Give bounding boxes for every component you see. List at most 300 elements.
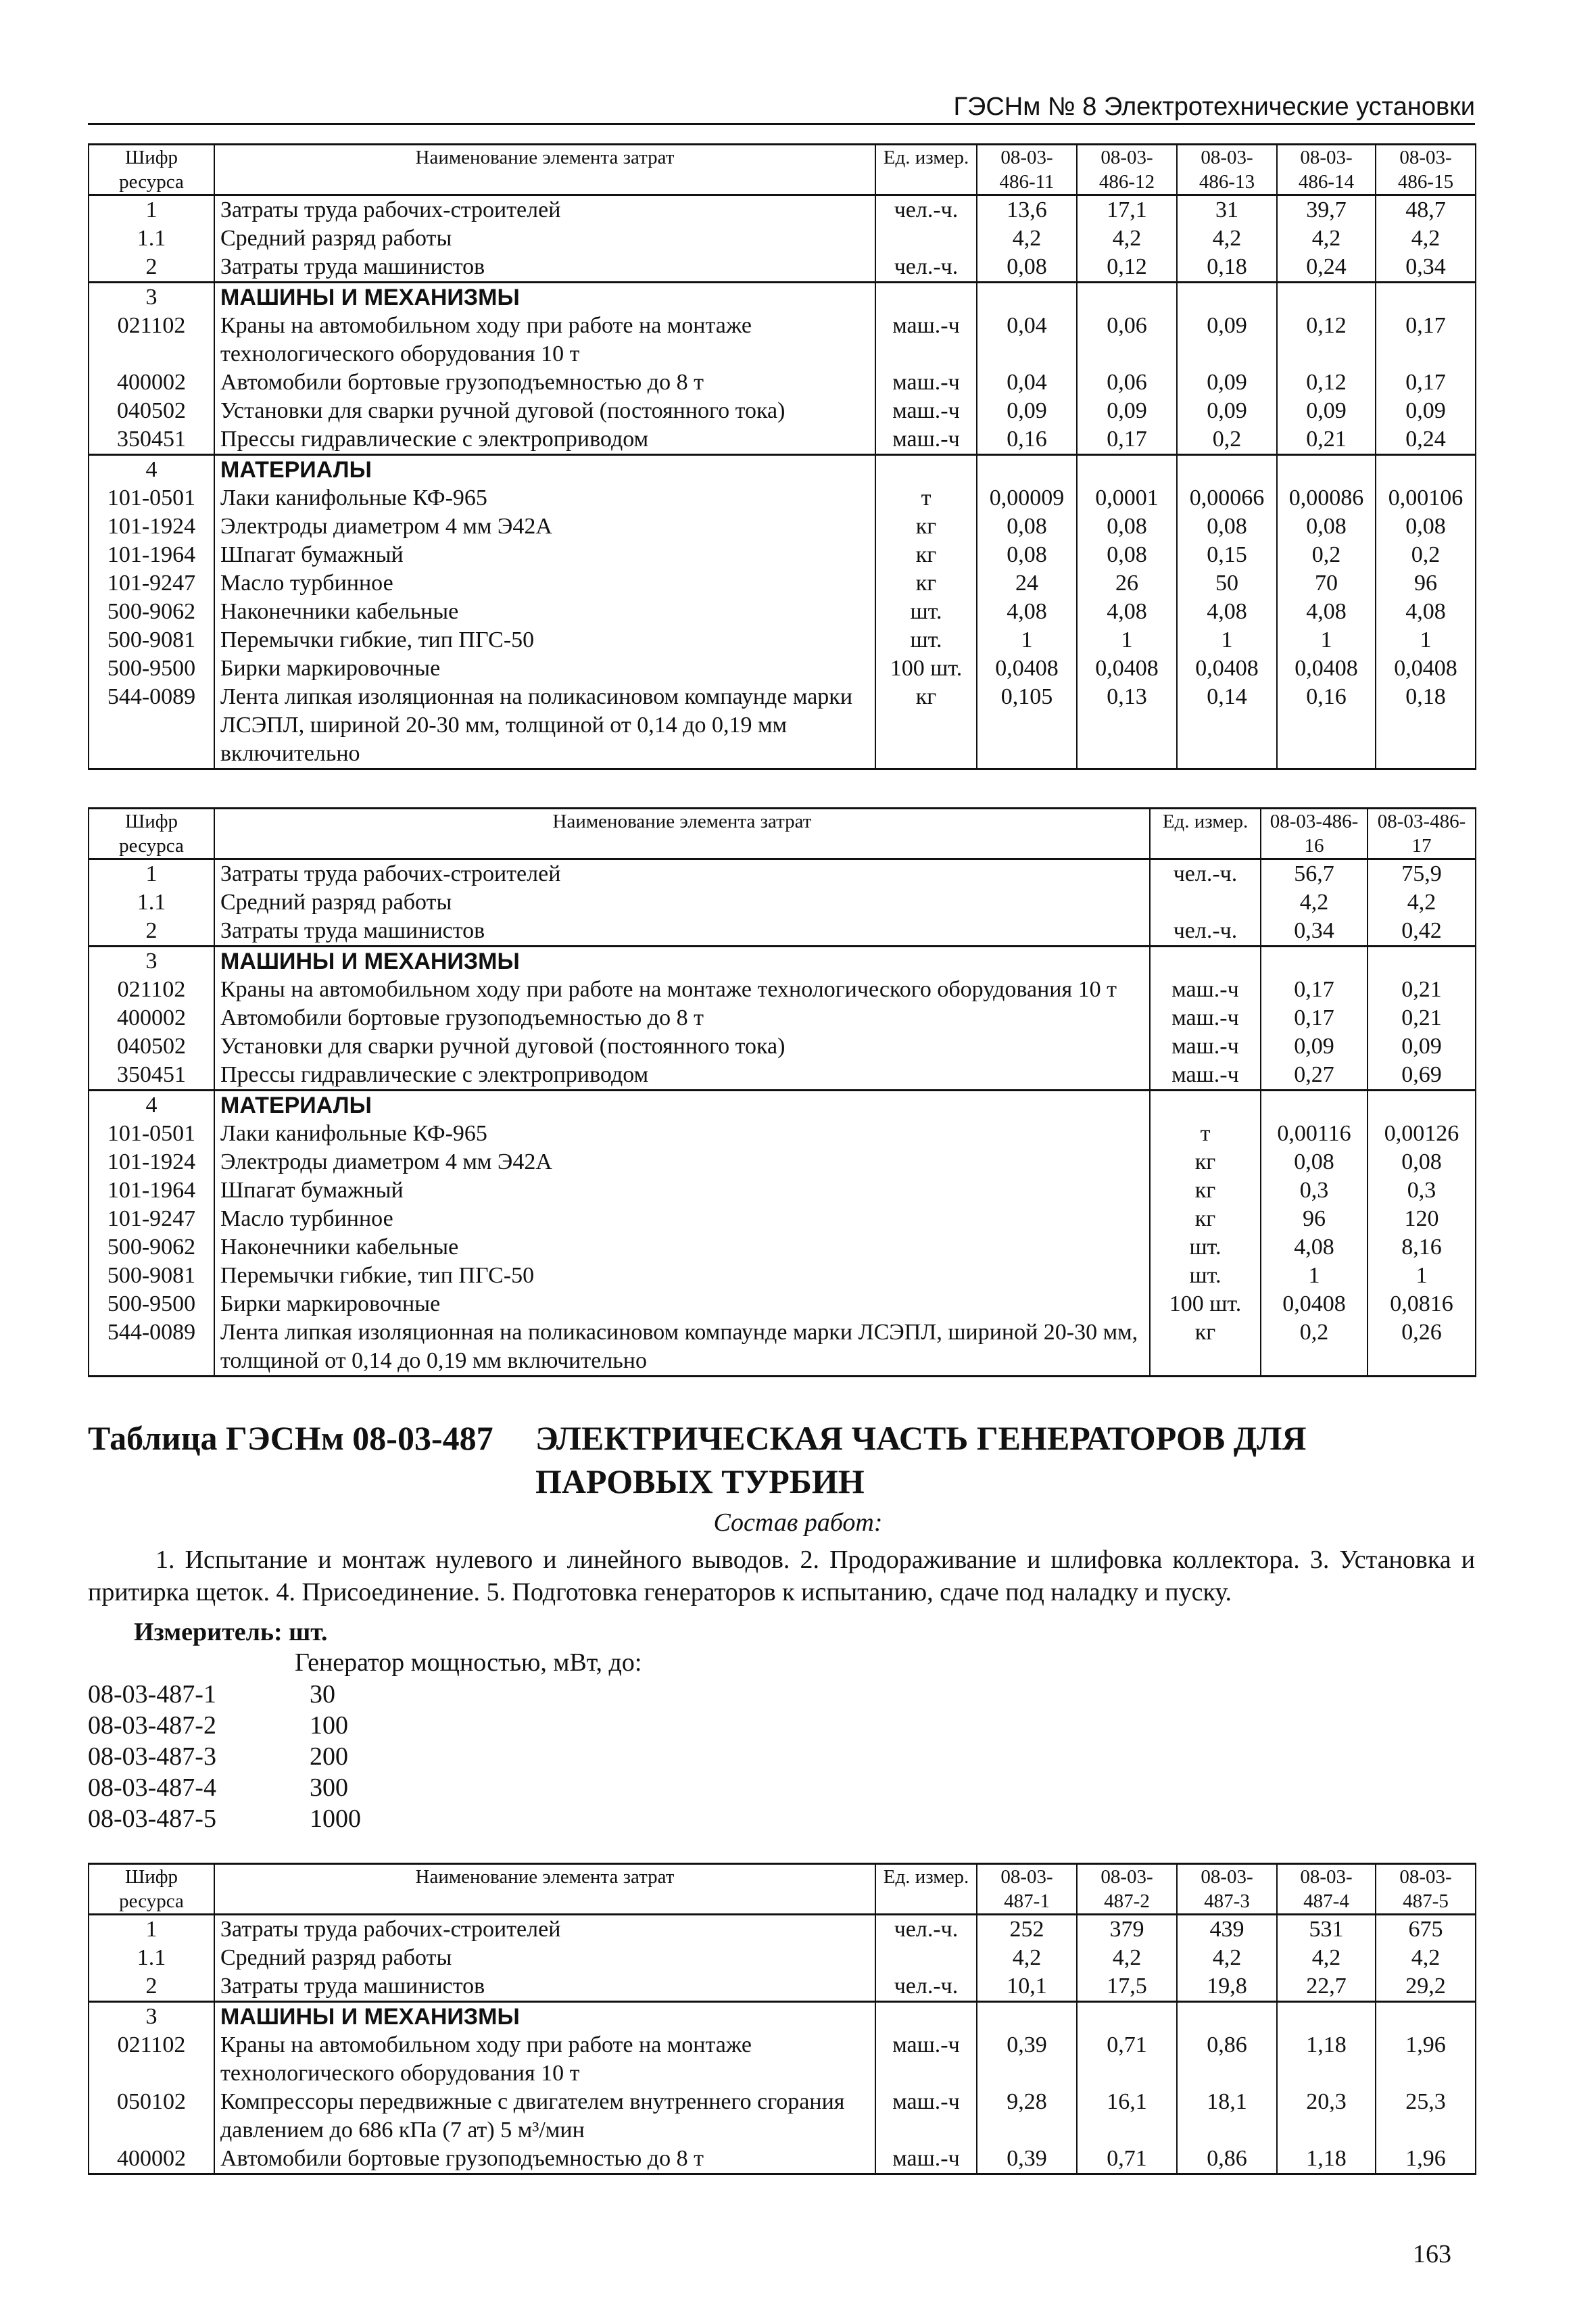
norm-value-cell: 0,00086 [1277,484,1376,512]
norm-value-cell: 0,09 [1277,397,1376,425]
norm-value-cell: 0,15 [1177,541,1277,569]
resource-name-cell: Лаки канифольные КФ-965 [214,1120,1150,1148]
norm-value-cell: 0,34 [1376,253,1476,283]
unit-cell [875,1944,977,1972]
table-row [89,1972,1476,2002]
norm-value-cell: 0,09 [1376,397,1476,425]
table-row [89,1290,1476,1318]
resource-code-cell: 1.1 [89,1944,214,1972]
norm-value-cell: 13,6 [977,195,1077,225]
table-row [89,569,1476,598]
norm-value-cell [1177,455,1277,485]
norm-value-cell: 0,18 [1177,253,1277,283]
resource-name-cell: Установки для сварки ручной дуговой (постоянного тока) [214,397,875,425]
resource-code-cell: 040502 [89,397,214,425]
table-row [89,1205,1476,1233]
norm-value-cell: 22,7 [1277,1972,1376,2002]
table-row [89,1004,1476,1032]
norm-value-cell: 0,3 [1261,1176,1368,1205]
resource-code-cell: 544-0089 [89,1318,214,1377]
table-row [89,1915,1476,1944]
resource-code-cell: 4 [89,1091,214,1120]
norm-value-cell [977,455,1077,485]
table-row [89,976,1476,1004]
resource-name-cell: Бирки маркировочные [214,1290,1150,1318]
resource-name-cell: Прессы гидравлические с электроприводом [214,425,875,455]
resource-code-cell: 101-1964 [89,1176,214,1205]
norm-value-cell: 0,00116 [1261,1120,1368,1148]
norm-value-cell: 9,28 [977,2088,1077,2145]
norm-value-cell: 96 [1376,569,1476,598]
norm-value-cell: 24 [977,569,1077,598]
unit-cell: кг [1150,1176,1261,1205]
unit-cell [875,455,977,485]
resource-name-cell: Автомобили бортовые грузоподъемностью до 8 т [214,1004,1150,1032]
unit-cell: маш.-ч [1150,1004,1261,1032]
norm-value-cell: 29,2 [1376,1972,1476,2002]
generator-power-value: 1000 [310,1805,361,1833]
norm-value-cell: 1 [977,626,1077,654]
norm-value-cell: 1,18 [1277,2031,1376,2088]
resource-name-cell: Краны на автомобильном ходу при работе на монтаже технологического оборудования 10 т [214,312,875,368]
norm-value-cell: 0,105 [977,683,1077,769]
norm-value-cell: 0,12 [1277,312,1376,368]
table-row [89,1032,1476,1061]
resource-name-cell: Затраты труда рабочих-строителей [214,859,1150,889]
resource-code-cell: 1 [89,195,214,225]
norm-value-cell: 0,27 [1261,1061,1368,1091]
norm-value-cell: 0,0408 [1177,654,1277,683]
table-row [89,859,1476,889]
norm-value-cell: 31 [1177,195,1277,225]
resource-name-cell: Масло турбинное [214,569,875,598]
norm-value-cell: 4,2 [977,224,1077,253]
norm-value-cell: 0,09 [1177,368,1277,397]
resource-code-cell: 1.1 [89,224,214,253]
unit-cell: маш.-ч [1150,976,1261,1004]
norm-value-cell: 0,13 [1077,683,1177,769]
resource-name-cell: Лента липкая изоляционная на поликасиновом компаунде марки ЛСЭПЛ, шириной 20-30 мм, толщиной от 0,14 до 0,19 мм включительно [214,683,875,769]
norm-value-cell: 17,1 [1077,195,1177,225]
norm-value-cell: 0,00009 [977,484,1077,512]
resource-code-cell: 021102 [89,976,214,1004]
resource-name-cell: Лента липкая изоляционная на поликасиновом компаунде марки ЛСЭПЛ, шириной 20-30 мм, толщиной от 0,14 до 0,19 мм включительно [214,1318,1150,1377]
resource-name-cell: Масло турбинное [214,1205,1150,1233]
unit-cell: маш.-ч [875,2031,977,2088]
norm-value-cell [1077,2002,1177,2032]
column-header-norm: 08-03-486-15 [1376,145,1476,195]
resource-name-cell: Затраты труда рабочих-строителей [214,1915,875,1944]
norm-value-cell: 0,24 [1277,253,1376,283]
resource-name-cell: Шпагат бумажный [214,541,875,569]
table-row [89,2145,1476,2174]
norm-value-cell: 0,17 [1376,312,1476,368]
norm-value-cell: 0,09 [1177,397,1277,425]
unit-cell: кг [875,569,977,598]
norm-code: 08-03-487-1 [88,1680,216,1709]
resource-name-cell: Лаки канифольные КФ-965 [214,484,875,512]
norm-value-cell [1376,283,1476,312]
table-row [89,598,1476,626]
norm-value-cell: 48,7 [1376,195,1476,225]
resource-code-cell: 3 [89,2002,214,2032]
column-header-norm: 08-03-486-13 [1177,145,1277,195]
unit-cell [875,2002,977,2032]
resource-name-cell: Компрессоры передвижные с двигателем внутреннего сгорания давлением до 686 кПа (7 ат) 5 м³/мин [214,2088,875,2145]
norm-value-cell: 0,0408 [1077,654,1177,683]
norm-value-cell: 0,09 [1077,397,1177,425]
table-row [89,1233,1476,1262]
norm-value-cell: 0,08 [1077,512,1177,541]
norm-value-cell: 1,96 [1376,2031,1476,2088]
measure-unit: Измеритель: шт. [134,1618,328,1646]
resource-name-cell: Краны на автомобильном ходу при работе на монтаже технологического оборудования 10 т [214,2031,875,2088]
resource-name-cell: МАШИНЫ И МЕХАНИЗМЫ [214,2002,875,2032]
norm-value-cell: 0,18 [1376,683,1476,769]
column-header-unit: Ед. измер. [1150,809,1261,859]
norm-value-cell [977,2002,1077,2032]
norm-value-cell: 0,09 [1177,312,1277,368]
norm-value-cell: 0,08 [1077,541,1177,569]
norm-value-cell [1077,455,1177,485]
norm-value-cell: 0,16 [1277,683,1376,769]
resource-code-cell: 1 [89,859,214,889]
resource-table-487 [88,1863,1476,2175]
table-row [89,1318,1476,1377]
norm-value-cell: 0,0408 [1261,1290,1368,1318]
norm-value-cell: 0,17 [1261,1004,1368,1032]
table-row [89,888,1476,917]
unit-cell: 100 шт. [1150,1290,1261,1318]
table-row [89,455,1476,485]
unit-cell: шт. [875,626,977,654]
norm-value-cell [1277,2002,1376,2032]
resource-code-cell: 1.1 [89,888,214,917]
norm-value-cell: 4,2 [1277,1944,1376,1972]
table-row [89,1148,1476,1176]
column-header-unit: Ед. измер. [875,145,977,195]
norm-value-cell [1261,947,1368,976]
norm-value-cell: 0,2 [1277,541,1376,569]
table-row [89,224,1476,253]
column-header-code: Шифр ресурса [89,1864,214,1915]
table-row [89,2031,1476,2088]
norm-value-cell: 70 [1277,569,1376,598]
norm-value-cell: 0,2 [1261,1318,1368,1377]
unit-cell [1150,888,1261,917]
unit-cell: 100 шт. [875,654,977,683]
resource-code-cell: 400002 [89,2145,214,2174]
resource-table-486-16-17 [88,807,1476,1377]
resource-code-cell: 350451 [89,1061,214,1091]
norm-value-cell: 0,39 [977,2031,1077,2088]
norm-value-cell: 1 [1368,1262,1476,1290]
resource-name-cell: Перемычки гибкие, тип ПГС-50 [214,626,875,654]
norm-value-cell [1177,2002,1277,2032]
norm-value-cell: 4,2 [1277,224,1376,253]
resource-name-cell: Установки для сварки ручной дуговой (постоянного тока) [214,1032,1150,1061]
unit-cell: кг [1150,1148,1261,1176]
norm-value-cell: 0,00066 [1177,484,1277,512]
table-row [89,1262,1476,1290]
norm-value-cell: 0,12 [1277,368,1376,397]
resource-name-cell: МАШИНЫ И МЕХАНИЗМЫ [214,947,1150,976]
table-row [89,484,1476,512]
running-header: ГЭСНм № 8 Электротехнические установки [88,93,1475,125]
norm-value-cell: 4,2 [1177,1944,1277,1972]
norm-value-cell [1277,455,1376,485]
resource-name-cell: Автомобили бортовые грузоподъемностью до 8 т [214,2145,875,2174]
unit-cell: маш.-ч [1150,1061,1261,1091]
norm-value-cell: 0,21 [1368,976,1476,1004]
unit-cell: маш.-ч [1150,1032,1261,1061]
unit-cell: чел.-ч. [875,195,977,225]
unit-cell: маш.-ч [875,2145,977,2174]
norm-value-cell: 0,08 [977,541,1077,569]
norm-value-cell: 1 [1376,626,1476,654]
resource-code-cell: 500-9500 [89,1290,214,1318]
norm-value-cell: 0,17 [1077,425,1177,455]
norm-value-cell: 17,5 [1077,1972,1177,2002]
norm-value-cell: 0,71 [1077,2145,1177,2174]
table-row [89,947,1476,976]
norm-value-cell: 0,42 [1368,917,1476,947]
unit-cell: чел.-ч. [1150,917,1261,947]
norm-value-cell: 0,0408 [977,654,1077,683]
norm-value-cell [977,283,1077,312]
norm-value-cell: 0,0816 [1368,1290,1476,1318]
resource-name-cell: Шпагат бумажный [214,1176,1150,1205]
resource-table-486-11-15 [88,143,1476,770]
table-row [89,1061,1476,1091]
column-header-norm: 08-03-486-11 [977,145,1077,195]
table-row [89,312,1476,368]
unit-cell: чел.-ч. [875,253,977,283]
norm-value-cell [1368,947,1476,976]
column-header-name: Наименование элемента затрат [214,809,1150,859]
column-header-norm: 08-03-487-4 [1277,1864,1376,1915]
table-row [89,1120,1476,1148]
generator-power-value: 300 [310,1773,348,1802]
resource-code-cell: 3 [89,947,214,976]
norm-value-cell: 1,18 [1277,2145,1376,2174]
norm-value-cell: 0,06 [1077,312,1177,368]
norm-value-cell [1376,455,1476,485]
resource-code-cell: 2 [89,1972,214,2002]
resource-code-cell: 101-0501 [89,484,214,512]
unit-cell [875,283,977,312]
unit-cell [875,224,977,253]
table-row [89,683,1476,769]
column-header-norm: 08-03-487-3 [1177,1864,1277,1915]
table-row [89,253,1476,283]
norm-value-cell: 0,00106 [1376,484,1476,512]
resource-name-cell: Прессы гидравлические с электроприводом [214,1061,1150,1091]
norm-value-cell: 0,34 [1261,917,1368,947]
unit-cell: шт. [1150,1233,1261,1262]
resource-name-cell: Краны на автомобильном ходу при работе на монтаже технологического оборудования 10 т [214,976,1150,1004]
generator-power-value: 30 [310,1680,335,1709]
table-row [89,283,1476,312]
resource-name-cell: Наконечники кабельные [214,598,875,626]
norm-value-cell [1277,283,1376,312]
norm-value-cell: 0,08 [1177,512,1277,541]
norm-value-cell: 1 [1277,626,1376,654]
table-row [89,368,1476,397]
resource-code-cell: 500-9081 [89,1262,214,1290]
norm-value-cell: 0,71 [1077,2031,1177,2088]
table-row [89,2002,1476,2032]
column-header-norm: 08-03-486-16 [1261,809,1368,859]
table-row [89,512,1476,541]
norm-value-cell: 0,17 [1376,368,1476,397]
norm-value-cell: 0,69 [1368,1061,1476,1091]
column-header-norm: 08-03-487-2 [1077,1864,1177,1915]
work-composition-label: Состав работ: [713,1508,883,1537]
norm-code: 08-03-487-2 [88,1711,216,1740]
norm-value-cell: 1 [1261,1262,1368,1290]
norm-value-cell: 4,08 [977,598,1077,626]
norm-value-cell: 0,86 [1177,2031,1277,2088]
norm-value-cell: 4,2 [1177,224,1277,253]
table-row [89,541,1476,569]
norm-value-cell: 0,08 [1261,1148,1368,1176]
resource-code-cell: 3 [89,283,214,312]
resource-code-cell: 500-9081 [89,626,214,654]
column-header-name: Наименование элемента затрат [214,145,875,195]
resource-code-cell: 400002 [89,368,214,397]
norm-value-cell: 4,08 [1077,598,1177,626]
unit-cell: маш.-ч [875,425,977,455]
norm-value-cell: 4,2 [977,1944,1077,1972]
resource-code-cell: 101-0501 [89,1120,214,1148]
norm-value-cell: 1 [1077,626,1177,654]
table-row [89,195,1476,225]
norm-value-cell: 0,86 [1177,2145,1277,2174]
norm-value-cell: 4,2 [1376,224,1476,253]
unit-cell: маш.-ч [875,312,977,368]
norm-value-cell: 0,09 [1261,1032,1368,1061]
norm-value-cell: 0,08 [977,253,1077,283]
resource-code-cell: 021102 [89,312,214,368]
norm-value-cell: 0,16 [977,425,1077,455]
resource-code-cell: 050102 [89,2088,214,2145]
norm-value-cell: 531 [1277,1915,1376,1944]
table-row [89,1091,1476,1120]
norm-value-cell: 0,00126 [1368,1120,1476,1148]
norm-value-cell: 4,2 [1376,1944,1476,1972]
norm-value-cell [1368,1091,1476,1120]
unit-cell: маш.-ч [875,2088,977,2145]
resource-code-cell: 101-9247 [89,1205,214,1233]
column-header-norm: 08-03-487-1 [977,1864,1077,1915]
resource-code-cell: 500-9500 [89,654,214,683]
unit-cell: кг [875,512,977,541]
resource-code-cell: 101-1964 [89,541,214,569]
norm-value-cell: 39,7 [1277,195,1376,225]
unit-cell: кг [1150,1205,1261,1233]
table-row [89,2088,1476,2145]
norm-value-cell: 0,26 [1368,1318,1476,1377]
norm-value-cell [1261,1091,1368,1120]
norm-value-cell: 0,0408 [1376,654,1476,683]
norm-value-cell: 120 [1368,1205,1476,1233]
resource-code-cell: 350451 [89,425,214,455]
norm-value-cell [1077,283,1177,312]
resource-code-cell: 500-9062 [89,598,214,626]
norm-value-cell: 10,1 [977,1972,1077,2002]
norm-value-cell: 8,16 [1368,1233,1476,1262]
unit-cell [1150,947,1261,976]
resource-name-cell: Средний разряд работы [214,1944,875,1972]
resource-name-cell: Средний разряд работы [214,888,1150,917]
resource-code-cell: 400002 [89,1004,214,1032]
column-header-norm: 08-03-486-14 [1277,145,1376,195]
resource-code-cell: 2 [89,917,214,947]
table-row [89,1176,1476,1205]
norm-value-cell: 0,04 [977,368,1077,397]
resource-name-cell: МАШИНЫ И МЕХАНИЗМЫ [214,283,875,312]
norm-value-cell: 0,09 [977,397,1077,425]
unit-cell: шт. [875,598,977,626]
resource-name-cell: Затраты труда машинистов [214,917,1150,947]
norm-value-cell: 0,08 [1277,512,1376,541]
resource-name-cell: Затраты труда рабочих-строителей [214,195,875,225]
unit-cell: маш.-ч [875,397,977,425]
norm-value-cell: 1,96 [1376,2145,1476,2174]
norm-value-cell: 4,08 [1376,598,1476,626]
column-header-norm: 08-03-486-12 [1077,145,1177,195]
column-header-code: Шифр ресурса [89,145,214,195]
norm-value-cell: 0,21 [1368,1004,1476,1032]
norm-value-cell: 4,2 [1368,888,1476,917]
column-header-norm: 08-03-486-17 [1368,809,1476,859]
norm-value-cell: 0,0001 [1077,484,1177,512]
norm-value-cell: 0,06 [1077,368,1177,397]
norm-value-cell: 4,2 [1077,224,1177,253]
norm-value-cell: 0,2 [1177,425,1277,455]
resource-code-cell: 021102 [89,2031,214,2088]
resource-code-cell: 544-0089 [89,683,214,769]
norm-value-cell: 96 [1261,1205,1368,1233]
resource-name-cell: Электроды диаметром 4 мм Э42А [214,512,875,541]
unit-cell: кг [875,541,977,569]
norm-value-cell: 0,2 [1376,541,1476,569]
norm-value-cell: 0,24 [1376,425,1476,455]
resource-code-cell: 101-1924 [89,512,214,541]
norm-code: 08-03-487-3 [88,1742,216,1771]
norm-code: 08-03-487-5 [88,1805,216,1833]
norm-value-cell: 0,12 [1077,253,1177,283]
norm-value-cell: 252 [977,1915,1077,1944]
page-number: 163 [1413,2240,1451,2268]
norm-value-cell: 26 [1077,569,1177,598]
norm-value-cell: 1 [1177,626,1277,654]
norm-value-cell: 25,3 [1376,2088,1476,2145]
column-header-code: Шифр ресурса [89,809,214,859]
norm-value-cell [1177,283,1277,312]
resource-name-cell: Затраты труда машинистов [214,253,875,283]
norm-value-cell: 4,08 [1261,1233,1368,1262]
resource-name-cell: Перемычки гибкие, тип ПГС-50 [214,1262,1150,1290]
table-row [89,425,1476,455]
unit-cell [1150,1091,1261,1120]
work-composition-text: 1. Испытание и монтаж нулевого и линейного выводов. 2. Продораживание и шлифовка коллектора. 3. Установка и притирка щеток. 4. Присоединение. 5. Подготовка генераторов к испытанию, сдаче под наладку и пуску. [88,1546,1475,1606]
norm-code: 08-03-487-4 [88,1773,216,1802]
norm-value-cell: 0,14 [1177,683,1277,769]
norm-value-cell: 0,21 [1277,425,1376,455]
unit-cell: чел.-ч. [875,1915,977,1944]
